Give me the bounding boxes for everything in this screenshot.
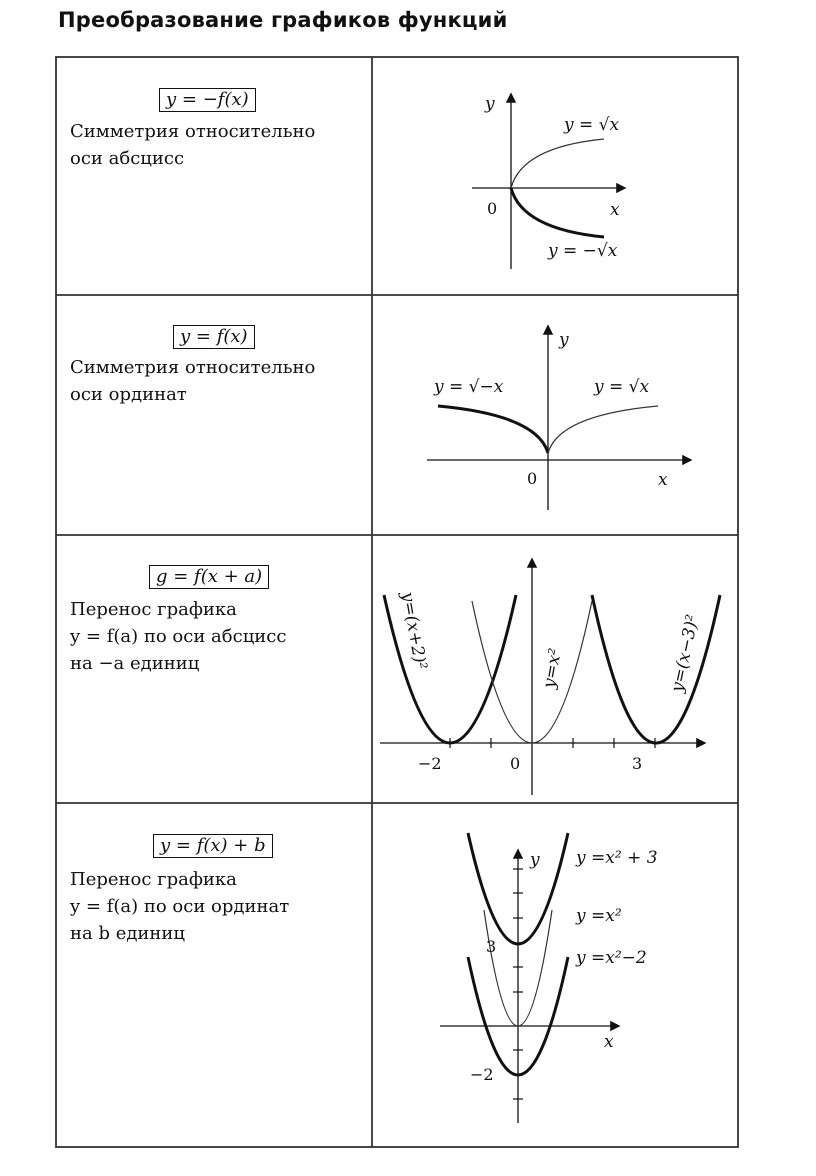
curve-label-x-squared-minus-2: y =x²−2 [576,948,647,968]
tick-label-3: 3 [486,937,497,956]
description-3 [70,596,286,677]
curve-label-x-squared: y =x² [576,906,622,926]
curve-sqrt-neg-x [438,406,548,453]
description-line: Симметрия относительно [70,121,316,142]
curve-label-sqrt-x: y = √x [564,115,620,135]
formula-box-1: y = −f(x) [159,88,256,112]
description-line: оси ординат [70,384,187,405]
curve-label-x-minus-3: y=(x−3)² [667,613,704,695]
y-axis-label: y [530,850,540,870]
origin-label: 0 [487,199,498,218]
description-line: на −a единиц [70,653,200,674]
description-line: Симметрия относительно [70,357,316,378]
y-axis-label: y [485,94,495,114]
x-axis-label: x [604,1032,614,1052]
x-axis-label: x [658,470,668,490]
curve-label-sqrt-x: y = √x [594,377,650,397]
x-axis-label: x [610,200,620,220]
description-1 [70,118,315,172]
curve-sqrt-x [548,406,658,453]
curve-label-x-squared: y=x² [539,646,566,690]
curve-label-sqrt-neg-x: y = √−x [434,377,504,397]
origin-label: 0 [510,754,521,773]
formula-box-3: g = f(x + a) [149,565,269,589]
curve-neg-sqrt-x [511,188,604,237]
curve-label-x-squared-plus-3: y =x² + 3 [576,848,658,868]
graph-1 [372,57,738,295]
y-axis-label: y [559,330,569,350]
origin-label: 0 [527,469,538,488]
formula-box-4: y = f(x) + b [153,834,273,858]
description-line: оси абсцисс [70,148,185,169]
graph-4 [372,803,738,1147]
graph-3 [372,535,738,803]
description-line: y = f(a) по оси абсцисс [70,626,287,647]
tick-label-3: 3 [632,754,643,773]
graph-2 [372,295,738,535]
curve-label-neg-sqrt-x: y = −√x [548,241,618,261]
tick-label-neg-2: −2 [470,1065,494,1084]
description-line: y = f(a) по оси ординат [70,896,290,917]
description-2 [70,354,315,408]
curve-label-x-plus-2: y=(x+2)² [397,590,431,672]
description-line: Перенос графика [70,869,237,890]
curve-sqrt-x [511,139,604,188]
tick-label-neg-2: −2 [418,754,442,773]
description-line: Перенос графика [70,599,237,620]
description-line: на b единиц [70,923,185,944]
description-4 [70,866,289,947]
formula-box-2: y = f(x) [173,325,255,349]
page-title: Преобразование графиков функций [58,8,508,32]
